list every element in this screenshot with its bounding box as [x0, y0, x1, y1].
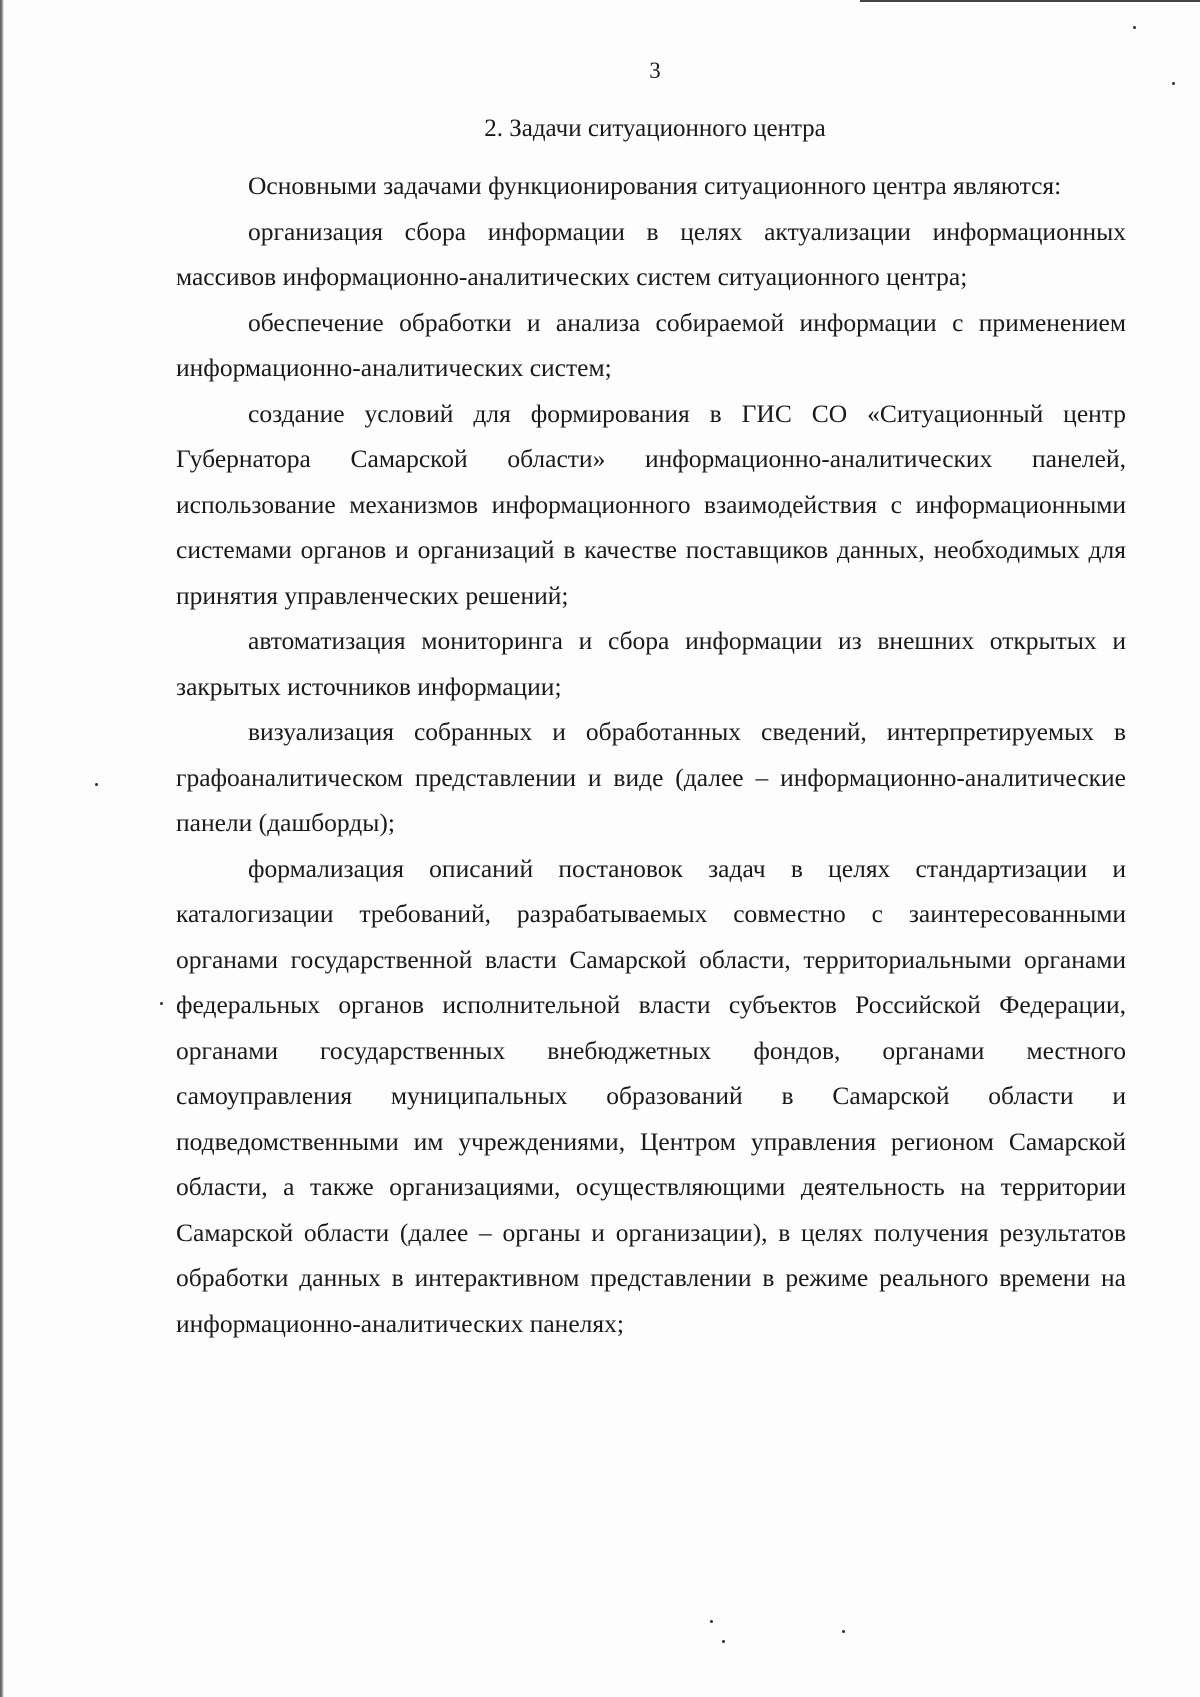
paragraph-task-collection: организация сбора информации в целях актуализации информационных массивов информационно-аналитических систем ситуационного центра;: [176, 216, 1126, 291]
section-title: 2. Задачи ситуационного центра: [484, 115, 826, 142]
paragraph-intro: Основными задачами функционирования ситуационного центра являются:: [248, 171, 1062, 200]
scan-speck: [95, 783, 98, 786]
page-number: 3: [649, 58, 661, 83]
paragraph-task-monitoring: автоматизация мониторинга и сбора информации из внешних открытых и закрытых источников информации;: [176, 626, 1126, 701]
paragraph-task-processing: обеспечение обработки и анализа собираемой информации с применением информационно-аналитических систем;: [176, 307, 1126, 382]
scan-speck: [710, 1620, 713, 1623]
scan-speck: [160, 1002, 163, 1005]
scan-top-rule: [860, 0, 1200, 2]
scan-speck: [722, 1640, 725, 1643]
document-body: [176, 163, 1126, 1346]
scan-speck: [1133, 26, 1136, 29]
paragraph-task-panels: создание условий для формирования в ГИС СО «Ситуационный центр Губернатора Самарской области» информационно-аналитических панелей, использование механизмов информационного взаимодействия с информационными системами органов и организаций в качестве поставщиков данных, необходимых для принятия управленческих решений;: [176, 398, 1126, 610]
paragraph-task-formalization: формализация описаний постановок задач в целях стандартизации и каталогизации требований, разрабатываемых совместно с заинтересованными органами государственной власти Самарской области, территориальными органами федеральных органов исполнительной власти субъектов Российской Федерации, органами государственных внебюджетных фондов, органами местного самоуправления муниципальных образований в Самарской области и подведомственными им учреждениями, Центром управления регионом Самарской области, а также организациями, осуществляющими деятельность на территории Самарской области (далее – органы и организации), в целях получения результатов обработки данных в интерактивном представлении в режиме реального времени на информационно-аналитических панелях;: [176, 853, 1126, 1338]
scan-speck: [1172, 82, 1175, 85]
scan-binding-edge: [0, 0, 4, 1697]
paragraph-task-visualization: визуализация собранных и обработанных сведений, интерпретируемых в графоаналитическом представлении и виде (далее – информационно-аналитические панели (дашборды);: [176, 717, 1126, 837]
scan-speck: [842, 1630, 845, 1633]
